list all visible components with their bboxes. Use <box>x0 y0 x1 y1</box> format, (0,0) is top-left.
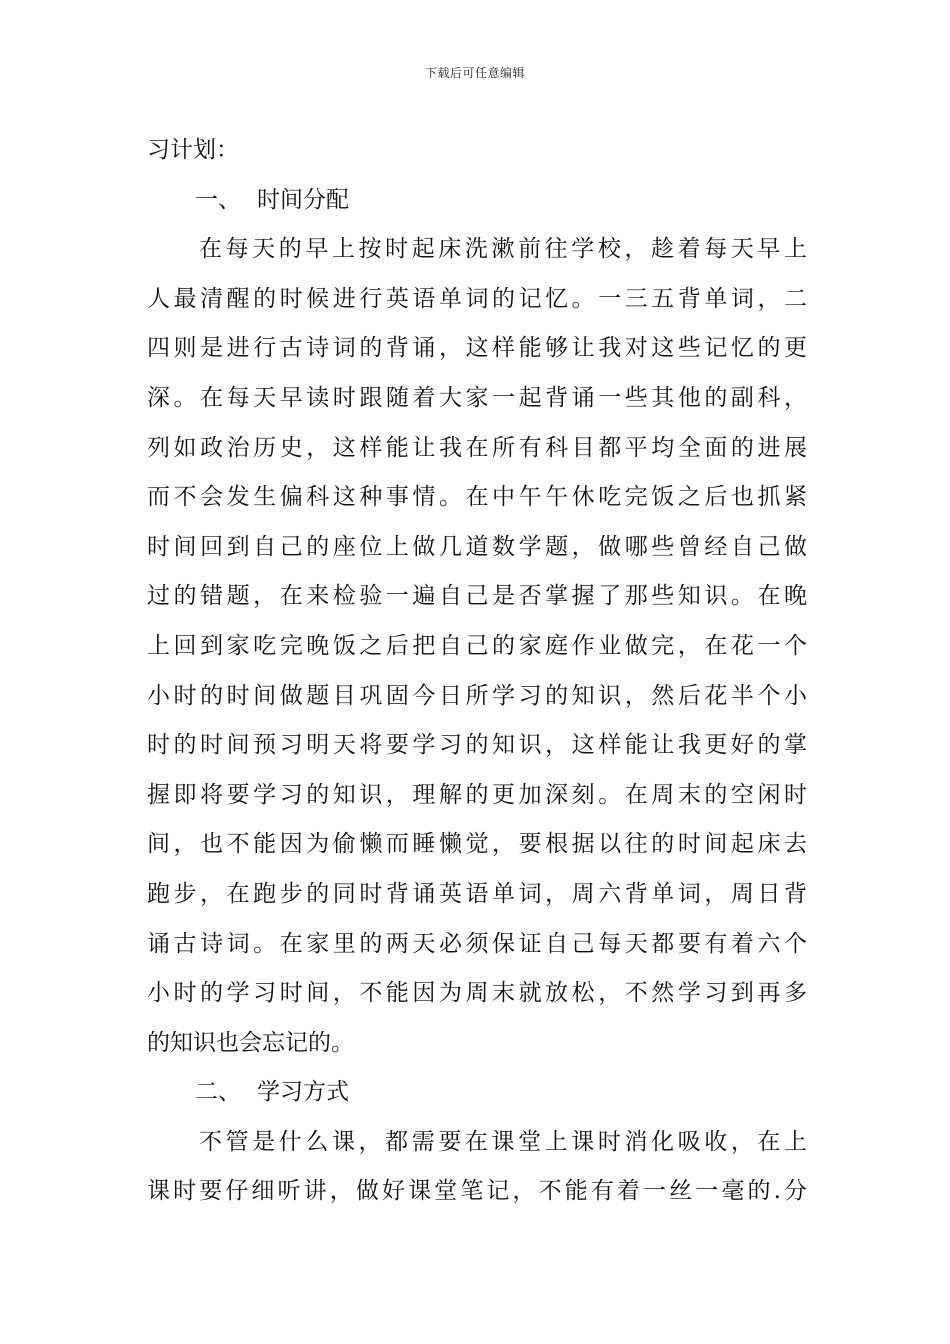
paragraph-first-line: 不管是什么课，都需要在课堂上课时消化吸收，在上 <box>199 1128 807 1155</box>
text-line: 四则是进行古诗词的背诵，这样能够让我对这些记忆的更 <box>147 335 807 362</box>
text-line: 握即将要学习的知识，理解的更加深刻。在周末的空闲时 <box>147 781 807 808</box>
text-line: 时间回到自己的座位上做几道数学题，做哪些曾经自己做 <box>147 533 807 560</box>
text-line: 小时的学习时间，不能因为周末就放松，不然学习到再多 <box>147 980 807 1007</box>
text-line: 列如政治历史，这样能让我在所有科目都平均全面的进展 <box>147 434 807 461</box>
section-heading <box>147 176 807 226</box>
text-line: 时的时间预习明天将要学习的知识，这样能让我更好的掌 <box>147 732 807 759</box>
section-title: 学习方式 <box>257 1079 349 1106</box>
document-body <box>147 126 807 1217</box>
text-line: 跑步，在跑步的同时背诵英语单词，周六背单词，周日背 <box>147 880 807 907</box>
text-line: 深。在每天早读时跟随着大家一起背诵一些其他的副科， <box>147 384 807 411</box>
section-title: 时间分配 <box>257 186 349 213</box>
text-line: 间，也不能因为偷懒而睡懒觉，要根据以往的时间起床去 <box>147 831 807 858</box>
section-number: 二、 <box>195 1079 241 1106</box>
paragraph-first-line: 在每天的早上按时起床洗漱前往学校，趁着每天早上 <box>199 236 807 263</box>
text-line: 课时要仔细听讲，做好课堂笔记，不能有着一丝一毫的.分 <box>147 1178 807 1205</box>
text-line: 过的错题，在来检验一遍自己是否掌握了那些知识。在晚 <box>147 583 807 610</box>
text-line: 小时的时间做题目巩固今日所学习的知识，然后花半个小 <box>147 682 807 709</box>
text-line: 而不会发生偏科这种事情。在中午午休吃完饭之后也抓紧 <box>147 484 807 511</box>
section-heading <box>147 1068 807 1118</box>
section-number: 一、 <box>195 186 241 213</box>
text-line: 习计划： <box>147 137 239 163</box>
text-line: 人最清醒的时候进行英语单词的记忆。一三五背单词，二 <box>147 285 807 312</box>
text-line: 的知识也会忘记的。 <box>147 1029 354 1056</box>
text-line: 诵古诗词。在家里的两天必须保证自己每天都要有着六个 <box>147 930 807 957</box>
text-line: 上回到家吃完晚饭之后把自己的家庭作业做完，在花一个 <box>147 632 807 659</box>
page-header: 下载后可任意编辑 <box>424 66 525 80</box>
